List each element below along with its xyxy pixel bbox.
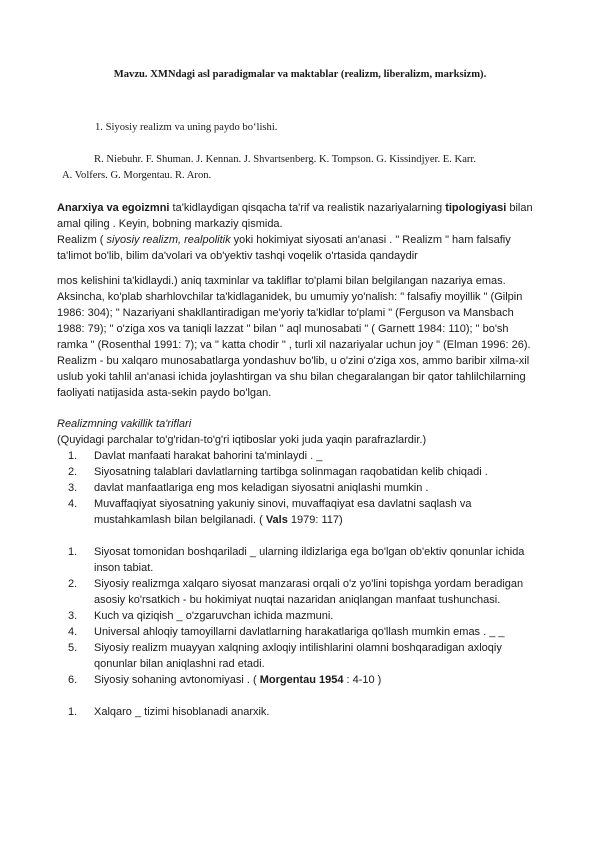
list-text: Siyosatning talablari davlatlarning tartibga solinmagan raqobatidan kelib chiqadi .: [94, 466, 488, 478]
authors-line-2: A. Volfers. G. Morgentau. R. Aron.: [62, 170, 212, 181]
intro-line3-a: Realizm (: [57, 234, 107, 246]
list-number: 4.: [68, 626, 78, 638]
list-number: 2.: [68, 466, 78, 478]
list-item: [57, 448, 542, 464]
list-item: [57, 672, 542, 688]
list-number: 1.: [68, 706, 78, 718]
list-text: Siyosiy realizmga xalqaro siyosat manzarasi orqali o'z yo'lini topishga yordam beradigan asosiy ko'rsatkich - bu hokimiyat nuqtai nazaridan aniqlangan manfaat tushunchasi.: [94, 578, 524, 606]
intro-line3-b: yoki hokimiyat siyosati an'anasi . " Realizm " ham falsafiy ta'limot bo'lib, bilim da'volari va ob'yektiv tashqi voqelik o'rtasida qandaydir: [57, 234, 511, 262]
citation-author: Vals: [265, 514, 288, 526]
list-text: Kuch va qiziqish _ o'zgaruvchan ichida mazmuni.: [94, 610, 334, 622]
list-text: Siyosiy sohaning avtonomiyasi . (: [94, 674, 260, 686]
list-item: [57, 624, 542, 640]
list-number: 3.: [68, 610, 78, 622]
list-morgentau: [57, 544, 542, 688]
list-item: [57, 608, 542, 624]
list-number: 6.: [68, 674, 78, 686]
list-text: Siyosat tomonidan boshqariladi _ ularning ildizlariga ega bo'lgan ob'ektiv qonunlar ichida inson tabiat.: [94, 546, 525, 574]
definitions-heading: Realizmning vakillik ta'riflari: [57, 418, 192, 430]
list-item: [57, 480, 542, 496]
intro-bold-term-1: Anarxiya va egoizmni: [57, 202, 170, 214]
list-item: [57, 704, 542, 720]
intro-bold-term-2: tipologiyasi: [445, 202, 507, 214]
section-heading: 1. Siyosiy realizm va uning paydo bo‘lishi.: [95, 122, 278, 133]
authors-line-1: R. Niebuhr. F. Shuman. J. Kennan. J. Shvartsenberg. K. Tompson. G. Kissindjyer. E. Karr.: [94, 154, 477, 165]
list-text: Xalqaro _ tizimi hisoblanadi anarxik.: [94, 706, 270, 718]
document-title: Mavzu. XMNdagi asl paradigmalar va maktablar (realizm, liberalizm, marksizm).: [113, 69, 487, 80]
intro-text-1: ta'kidlaydigan qisqacha ta'rif va realistik nazariyalarning: [169, 202, 446, 214]
definitions-section: [57, 416, 542, 720]
citation-pages: : 4-10 ): [343, 674, 382, 686]
list-item: [57, 496, 542, 528]
list-text: Muvaffaqiyat siyosatning yakuniy sinovi, muvaffaqiyat esa davlatni saqlash va mustahkamlash bilan belgilanadi. (: [94, 498, 472, 526]
list-item: [57, 544, 542, 576]
list-number: 5.: [68, 642, 78, 654]
list-number: 2.: [68, 578, 78, 590]
list-number: 1.: [68, 546, 78, 558]
list-number: 1.: [68, 450, 78, 462]
list-text: Universal ahloqiy tamoyillarni davlatlarning harakatlariga qo'llash mumkin emas . _ _: [94, 626, 505, 638]
list-number: 3.: [68, 482, 78, 494]
citation-year: 1979: 117): [287, 514, 343, 526]
authors-list: [62, 152, 552, 184]
list-text: davlat manfaatlariga eng mos keladigan siyosatni aniqlashi mumkin .: [94, 482, 429, 494]
intro-paragraph: [57, 200, 542, 264]
intro-text-2: bilan amal qiling . Keyin, bobning markaziy qismida.: [57, 202, 533, 230]
list-item: [57, 640, 542, 672]
list-text: Siyosiy realizm muayyan xalqning axloqiy intilishlarini olamni boshqaradigan axloqiy qonunlar bilan aniqlashni rad etadi.: [94, 642, 502, 670]
paragraph-2: mos kelishini ta'kidlaydi.) aniq taxminlar va takliflar to'plami bilan belgilangan nazariya emas. Aksincha, ko'plab sharhlovchilar ta'kidlaganidek, bu umumiy yo'nalish: " falsafiy moyillik " (Gilpin 1986: 304); " Nazariyani shakllantiradigan me'yoriy ta'kidlar to'plami " (Ferguson va Mansbach 1988: 79); " o'ziga xos va taniqli lazzat " bilan " aql munosabati " ( Garnett 1984: 110); " bo'sh ramka " (Rosenthal 1991: 7); va " katta chodir " , turli xil nazariyalar uchun joy " (Elman 1996: 26). Realizm - bu xalqaro munosabatlarga yondashuv bo'lib, u o'zini o'ziga xos, ammo baribir xilma-xil uslub yoki tahlil an'anasi ichida joylashtirgan va shu bilan chegaralangan bir qator tahlilchilarning faoliyati natijasida asta-sekin paydo bo'lgan.: [57, 275, 531, 399]
list-number: 4.: [68, 498, 78, 510]
list-vals: [57, 448, 542, 528]
list-item: [57, 464, 542, 480]
list-item: [57, 576, 542, 608]
definitions-note: (Quyidagi parchalar to'g'ridan-to'g'ri iqtiboslar yoki juda yaqin parafrazlardir.): [57, 434, 427, 446]
intro-line3-italic: siyosiy realizm, realpolitik: [106, 234, 231, 246]
list-text: Davlat manfaati harakat bahorini ta'minlaydi . _: [94, 450, 323, 462]
citation-author: Morgentau 1954: [259, 674, 344, 686]
body-paragraph: [57, 273, 542, 401]
list-third: [57, 704, 542, 720]
